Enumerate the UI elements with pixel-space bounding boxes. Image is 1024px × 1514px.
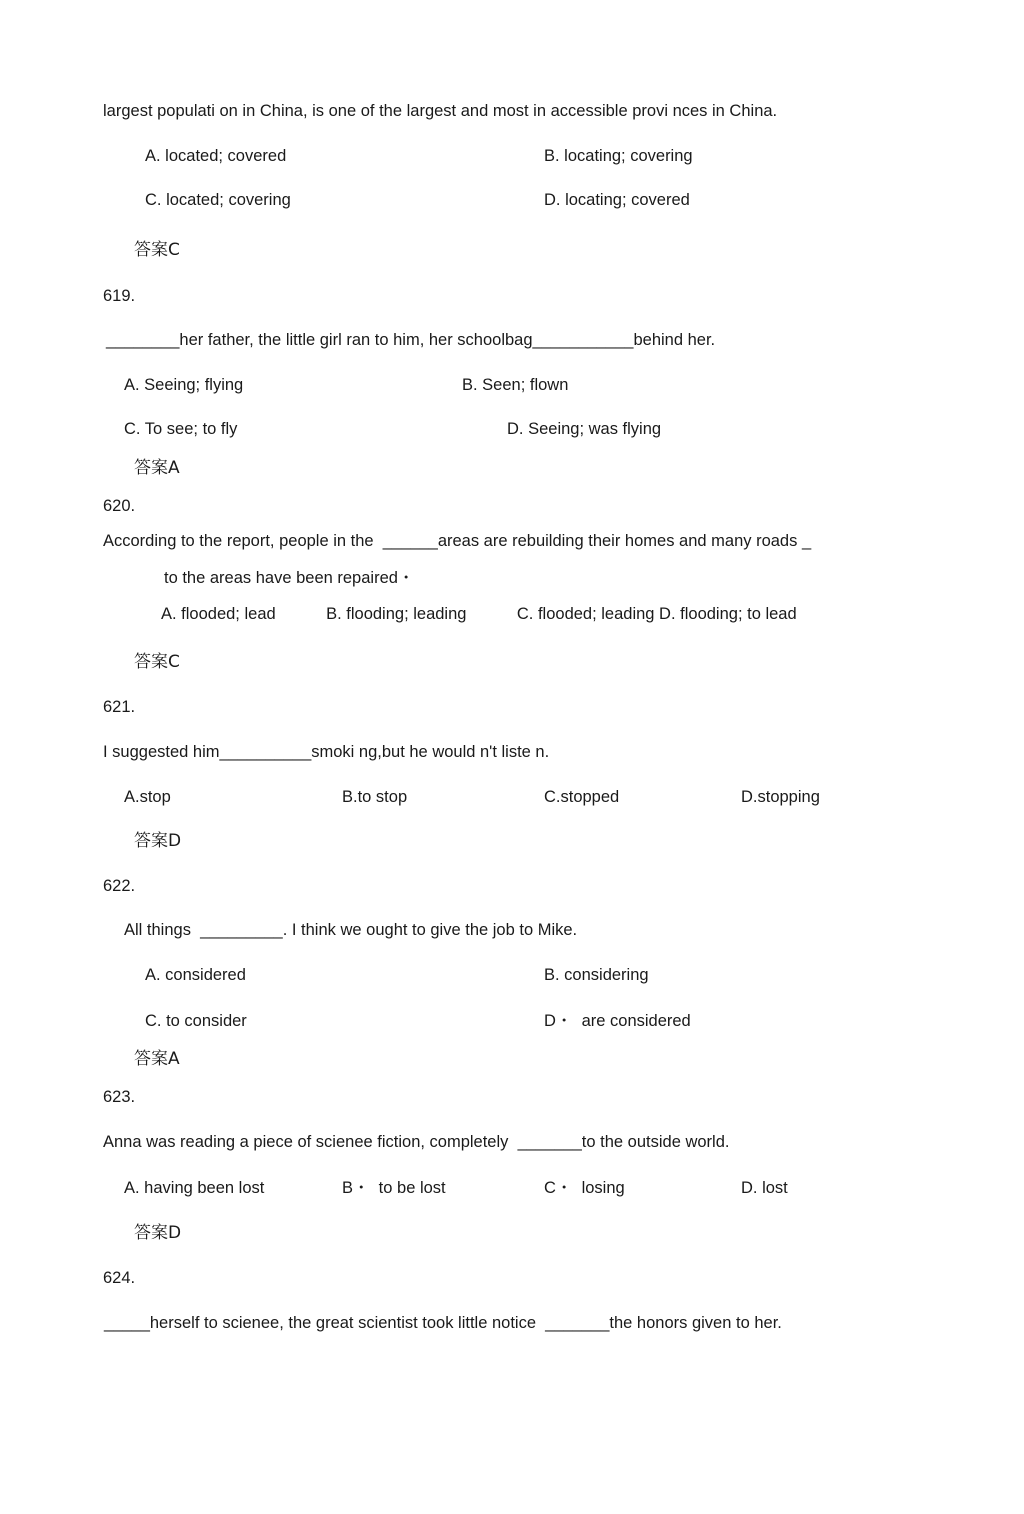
q623-option-d: D. lost xyxy=(741,1179,788,1197)
q621-option-b: B.to stop xyxy=(342,788,408,806)
q623-option-a: A. having been lost xyxy=(124,1179,265,1197)
q624-number: 624. xyxy=(103,1269,136,1287)
q623-stem: Anna was reading a piece of scienee fiction, completely _______to the outside world. xyxy=(103,1133,730,1151)
q618-option-b: B. locating; covering xyxy=(544,147,693,165)
q620-number: 620. xyxy=(103,497,136,515)
q624-stem: _____herself to scienee, the great scientist took little notice _______the honors given to her. xyxy=(104,1314,782,1332)
q620-stem-line1: According to the report, people in the ______areas are rebuilding their homes and many roads _ xyxy=(103,532,812,550)
q619-number: 619. xyxy=(103,287,136,305)
q621-option-d: D.stopping xyxy=(741,788,820,806)
q619-answer: 答案A xyxy=(134,458,180,478)
q622-answer: 答案A xyxy=(134,1049,180,1069)
q620-options: A. flooded; lead B. flooding; leading C. flooded; leading D. flooding; to lead xyxy=(161,605,797,623)
q619-option-c: C. To see; to fly xyxy=(124,420,238,438)
q618-option-a: A. located; covered xyxy=(145,147,287,165)
q622-option-b: B. considering xyxy=(544,966,649,984)
q623-answer: 答案D xyxy=(134,1223,182,1243)
q618-stem: largest populati on in China, is one of the largest and most in accessible provi nces in China. xyxy=(103,102,778,120)
q621-option-a: A.stop xyxy=(124,788,171,806)
q621-answer: 答案D xyxy=(134,831,182,851)
q622-number: 622. xyxy=(103,877,136,895)
q623-number: 623. xyxy=(103,1088,136,1106)
q618-answer: 答案C xyxy=(134,240,180,260)
q623-option-b: B・ to be lost xyxy=(342,1179,446,1197)
q620-answer: 答案C xyxy=(134,652,180,672)
q619-option-a: A. Seeing; flying xyxy=(124,376,244,394)
q622-option-a: A. considered xyxy=(145,966,246,984)
q621-option-c: C.stopped xyxy=(544,788,620,806)
q621-number: 621. xyxy=(103,698,136,716)
q621-stem: I suggested him__________smoki ng,but he would n't liste n. xyxy=(103,743,550,761)
q619-option-b: B. Seen; flown xyxy=(462,376,569,394)
q623-option-c: C・ losing xyxy=(544,1179,625,1197)
q620-stem-line2: to the areas have been repaired・ xyxy=(164,569,415,587)
q619-option-d: D. Seeing; was flying xyxy=(507,420,662,438)
q622-option-c: C. to consider xyxy=(145,1012,247,1030)
q618-option-d: D. locating; covered xyxy=(544,191,690,209)
q618-option-c: C. located; covering xyxy=(145,191,291,209)
q622-option-d: D・ are considered xyxy=(544,1012,691,1030)
q622-stem: All things _________. I think we ought to give the job to Mike. xyxy=(124,921,578,939)
q619-stem: ________her father, the little girl ran to him, her schoolbag___________behind her. xyxy=(106,331,716,349)
